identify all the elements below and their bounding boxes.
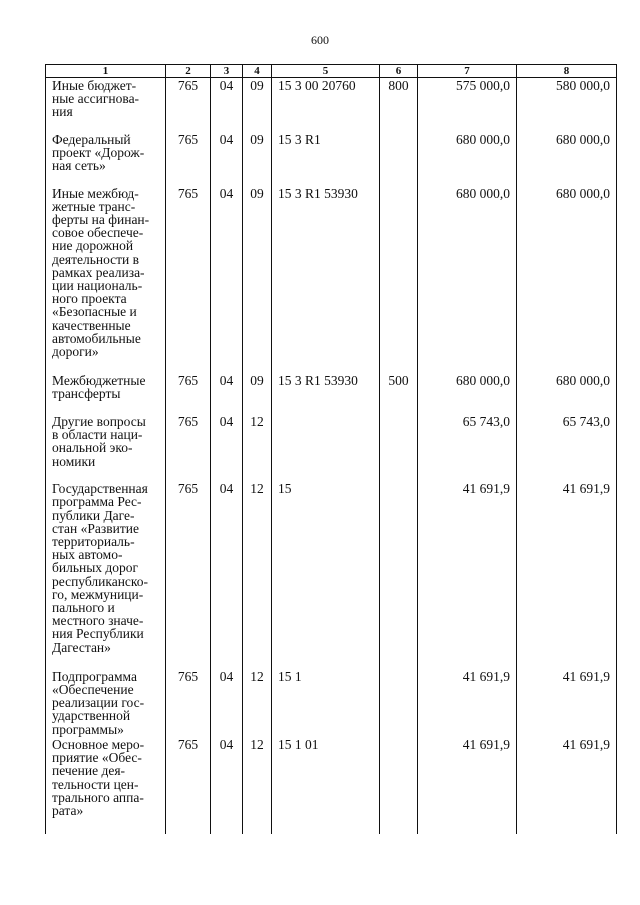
- subsection-cell: 12: [243, 669, 272, 737]
- target-article-cell: 15: [272, 481, 380, 669]
- header-cell: 3: [211, 65, 243, 78]
- table-row: [46, 481, 617, 669]
- row-title-cell: Межбюджетные трансферты: [46, 373, 166, 414]
- section-cell: 04: [211, 373, 243, 414]
- amount-year2-cell: 680 000,0: [517, 132, 617, 186]
- amount-year1-cell: 41 691,9: [418, 737, 517, 834]
- target-article-cell: 15 3 R1 53930: [272, 373, 380, 414]
- expense-type-cell: 500: [380, 373, 418, 414]
- admin-code-cell: 765: [166, 737, 211, 834]
- header-cell: 5: [272, 65, 380, 78]
- header-cell: 1: [46, 65, 166, 78]
- amount-year2-cell: 41 691,9: [517, 669, 617, 737]
- row-title-cell: Государственная программа Рес- публики Даге- стан «Развитие территориаль- ных автомо- бильных дорог республиканско- го, межмуници- пального и местного значе- ния Республики Дагестан»: [46, 481, 166, 669]
- subsection-cell: 09: [243, 78, 272, 132]
- section-cell: 04: [211, 737, 243, 834]
- admin-code-cell: 765: [166, 481, 211, 669]
- section-cell: 04: [211, 186, 243, 374]
- header-row: [46, 65, 617, 78]
- subsection-cell: 09: [243, 132, 272, 186]
- section-cell: 04: [211, 78, 243, 132]
- row-title-cell: Основное меро- приятие «Обес- печение дея- тельности цен- трального аппа- рата»: [46, 737, 166, 834]
- budget-table: [45, 64, 617, 834]
- header-cell: 4: [243, 65, 272, 78]
- admin-code-cell: 765: [166, 373, 211, 414]
- amount-year2-cell: 580 000,0: [517, 78, 617, 132]
- expense-type-cell: [380, 737, 418, 834]
- header-cell: 8: [517, 65, 617, 78]
- page-number: 600: [311, 33, 329, 47]
- expense-type-cell: [380, 669, 418, 737]
- amount-year1-cell: 680 000,0: [418, 373, 517, 414]
- row-title-cell: Федеральный проект «Дорож- ная сеть»: [46, 132, 166, 186]
- amount-year2-cell: 680 000,0: [517, 373, 617, 414]
- target-article-cell: [272, 414, 380, 481]
- amount-year1-cell: 680 000,0: [418, 186, 517, 374]
- expense-type-cell: [380, 481, 418, 669]
- header-cell: 2: [166, 65, 211, 78]
- amount-year1-cell: 575 000,0: [418, 78, 517, 132]
- table-row: [46, 132, 617, 186]
- section-cell: 04: [211, 132, 243, 186]
- row-title-cell: Иные межбюд- жетные транс- ферты на финан- совое обеспече- ние дорожной деятельности в рамках реализа- ции националь- ного проекта «Безопасные и качественные автомобильные дороги»: [46, 186, 166, 374]
- table-row: [46, 186, 617, 374]
- subsection-cell: 12: [243, 414, 272, 481]
- amount-year1-cell: 65 743,0: [418, 414, 517, 481]
- target-article-cell: 15 1: [272, 669, 380, 737]
- subsection-cell: 12: [243, 737, 272, 834]
- expense-type-cell: [380, 414, 418, 481]
- target-article-cell: 15 3 00 20760: [272, 78, 380, 132]
- header-cell: 6: [380, 65, 418, 78]
- admin-code-cell: 765: [166, 414, 211, 481]
- table-row: [46, 78, 617, 132]
- amount-year2-cell: 41 691,9: [517, 737, 617, 834]
- expense-type-cell: [380, 186, 418, 374]
- expense-type-cell: 800: [380, 78, 418, 132]
- section-cell: 04: [211, 481, 243, 669]
- row-title-cell: Подпрограмма «Обеспечение реализации гос- ударственной программы»: [46, 669, 166, 737]
- admin-code-cell: 765: [166, 186, 211, 374]
- amount-year2-cell: 680 000,0: [517, 186, 617, 374]
- table-row: [46, 373, 617, 414]
- section-cell: 04: [211, 669, 243, 737]
- subsection-cell: 09: [243, 186, 272, 374]
- header-cell: 7: [418, 65, 517, 78]
- admin-code-cell: 765: [166, 669, 211, 737]
- table-row: [46, 737, 617, 834]
- subsection-cell: 12: [243, 481, 272, 669]
- table-body: [46, 78, 617, 835]
- table-row: [46, 414, 617, 481]
- target-article-cell: 15 3 R1 53930: [272, 186, 380, 374]
- section-cell: 04: [211, 414, 243, 481]
- row-title-cell: Другие вопросы в области наци- ональной эко- номики: [46, 414, 166, 481]
- subsection-cell: 09: [243, 373, 272, 414]
- expense-type-cell: [380, 132, 418, 186]
- amount-year1-cell: 680 000,0: [418, 132, 517, 186]
- amount-year1-cell: 41 691,9: [418, 669, 517, 737]
- amount-year1-cell: 41 691,9: [418, 481, 517, 669]
- row-title-cell: Иные бюджет- ные ассигнова- ния: [46, 78, 166, 132]
- admin-code-cell: 765: [166, 78, 211, 132]
- target-article-cell: 15 1 01: [272, 737, 380, 834]
- table-row: [46, 669, 617, 737]
- admin-code-cell: 765: [166, 132, 211, 186]
- amount-year2-cell: 41 691,9: [517, 481, 617, 669]
- amount-year2-cell: 65 743,0: [517, 414, 617, 481]
- target-article-cell: 15 3 R1: [272, 132, 380, 186]
